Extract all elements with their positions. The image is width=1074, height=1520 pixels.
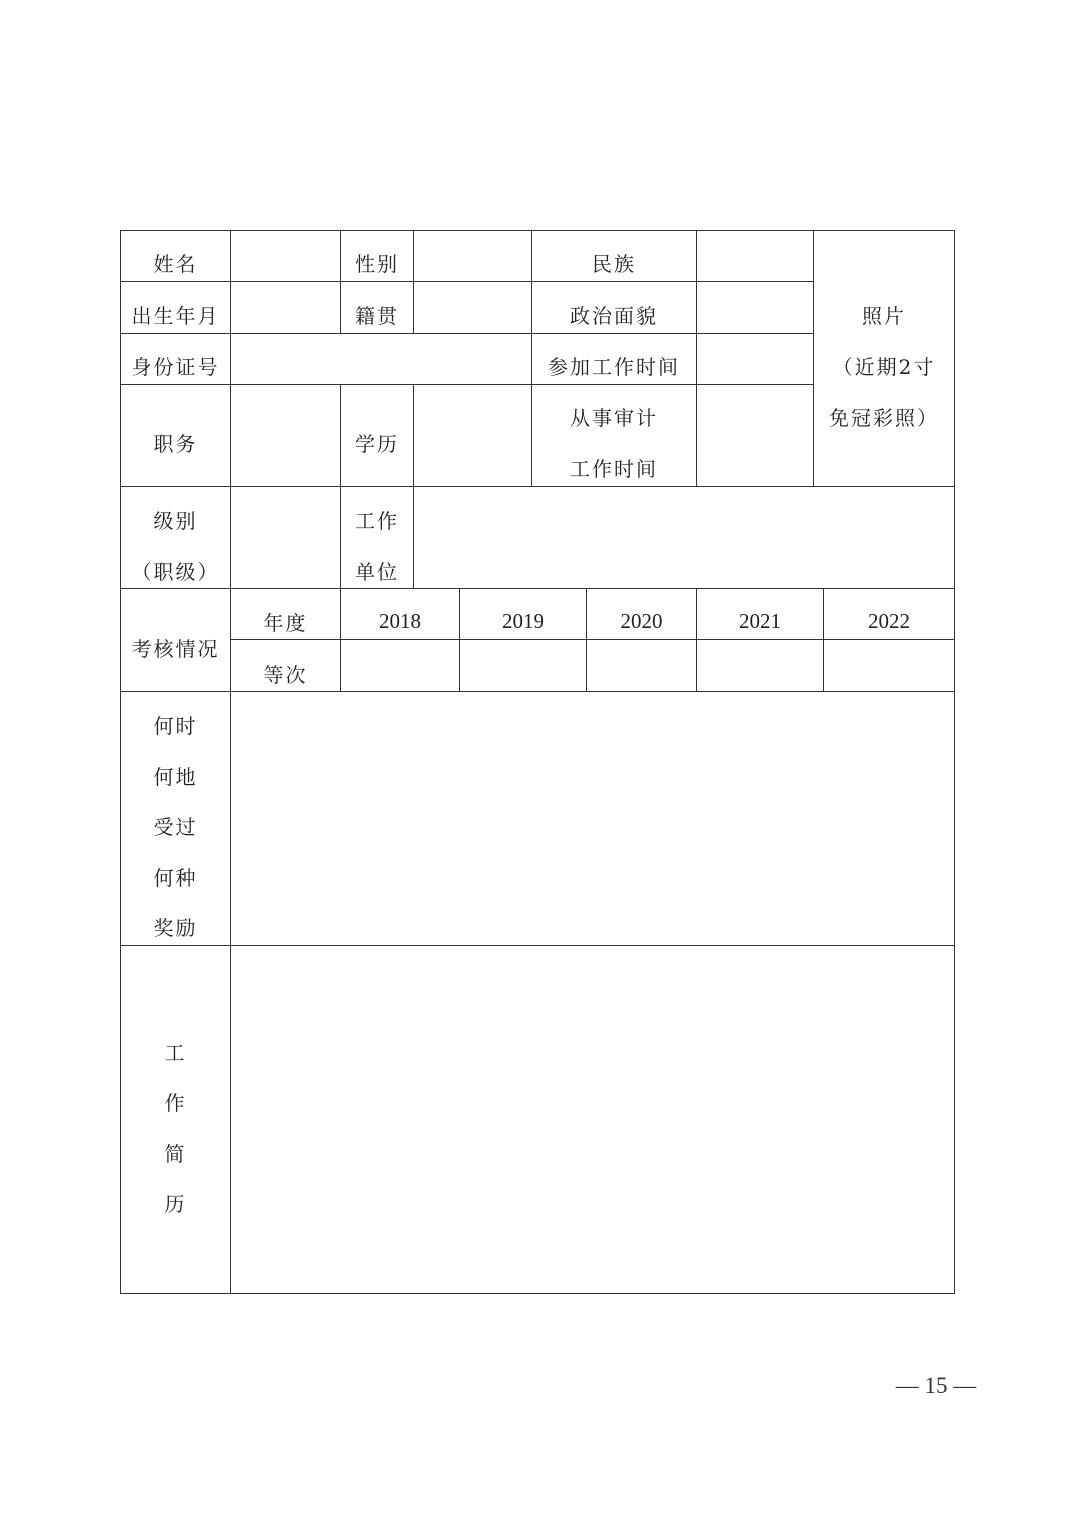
- unit-field[interactable]: [414, 487, 954, 588]
- awards-line: 何种: [153, 866, 198, 890]
- ethnicity-label: 民族: [592, 252, 636, 276]
- ethnicity-field[interactable]: [697, 231, 813, 281]
- row-divider: [120, 588, 955, 589]
- awards-field[interactable]: [231, 692, 954, 945]
- gender-field[interactable]: [414, 231, 531, 281]
- name-field[interactable]: [231, 231, 340, 281]
- native-place-label: 籍贯: [355, 304, 399, 328]
- work-start-label: 参加工作时间: [548, 355, 680, 379]
- work-start-field[interactable]: [697, 334, 813, 384]
- awards-line: 何时: [153, 714, 198, 738]
- resume-field[interactable]: [231, 946, 954, 1293]
- grade-2021-field[interactable]: [697, 640, 823, 691]
- awards-line: 受过: [153, 815, 198, 839]
- audit-time-field[interactable]: [697, 385, 813, 486]
- birth-field[interactable]: [231, 282, 340, 333]
- photo-note-line2: 免冠彩照）: [829, 406, 939, 430]
- year-2020: 2020: [620, 609, 663, 633]
- table-border-right: [954, 230, 955, 1294]
- political-status-label: 政治面貌: [570, 304, 658, 328]
- year-2019: 2019: [502, 609, 544, 633]
- grade-2020-field[interactable]: [587, 640, 696, 691]
- education-label: 学历: [355, 432, 399, 456]
- political-status-field[interactable]: [697, 282, 813, 333]
- level-line2: （职级）: [131, 560, 220, 584]
- year-2021: 2021: [739, 609, 781, 633]
- id-number-label: 身份证号: [131, 355, 220, 379]
- level-line1: 级别: [153, 509, 198, 533]
- audit-time-line1: 从事审计: [570, 406, 658, 430]
- grade-label: 等次: [263, 663, 308, 687]
- resume-line: 工: [164, 1041, 187, 1065]
- position-field[interactable]: [231, 385, 340, 486]
- awards-line: 何地: [153, 765, 198, 789]
- year-2022: 2022: [868, 609, 910, 633]
- grade-2018-field[interactable]: [341, 640, 459, 691]
- resume-line: 作: [164, 1091, 187, 1115]
- grade-2019-field[interactable]: [460, 640, 586, 691]
- native-place-field[interactable]: [414, 282, 531, 333]
- unit-line1: 工作: [355, 509, 399, 533]
- page-number: — 15 —: [895, 1373, 977, 1398]
- resume-line: 简: [164, 1142, 187, 1166]
- photo-label: 照片: [862, 304, 906, 328]
- id-number-field[interactable]: [231, 334, 531, 384]
- level-field[interactable]: [231, 487, 340, 588]
- gender-label: 性别: [355, 252, 399, 276]
- audit-time-line2: 工作时间: [570, 457, 658, 481]
- birth-label: 出生年月: [131, 304, 220, 328]
- assessment-label: 考核情况: [131, 637, 220, 661]
- name-label: 姓名: [153, 252, 198, 276]
- resume-line: 历: [164, 1192, 187, 1216]
- education-field[interactable]: [414, 385, 531, 486]
- year-label: 年度: [263, 611, 308, 635]
- unit-line2: 单位: [355, 560, 399, 584]
- table-border-bottom: [120, 1293, 955, 1294]
- grade-2022-field[interactable]: [824, 640, 954, 691]
- photo-note-line1: （近期2寸: [832, 355, 936, 379]
- position-label: 职务: [153, 432, 198, 456]
- year-2018: 2018: [379, 609, 421, 633]
- awards-line: 奖励: [153, 916, 198, 940]
